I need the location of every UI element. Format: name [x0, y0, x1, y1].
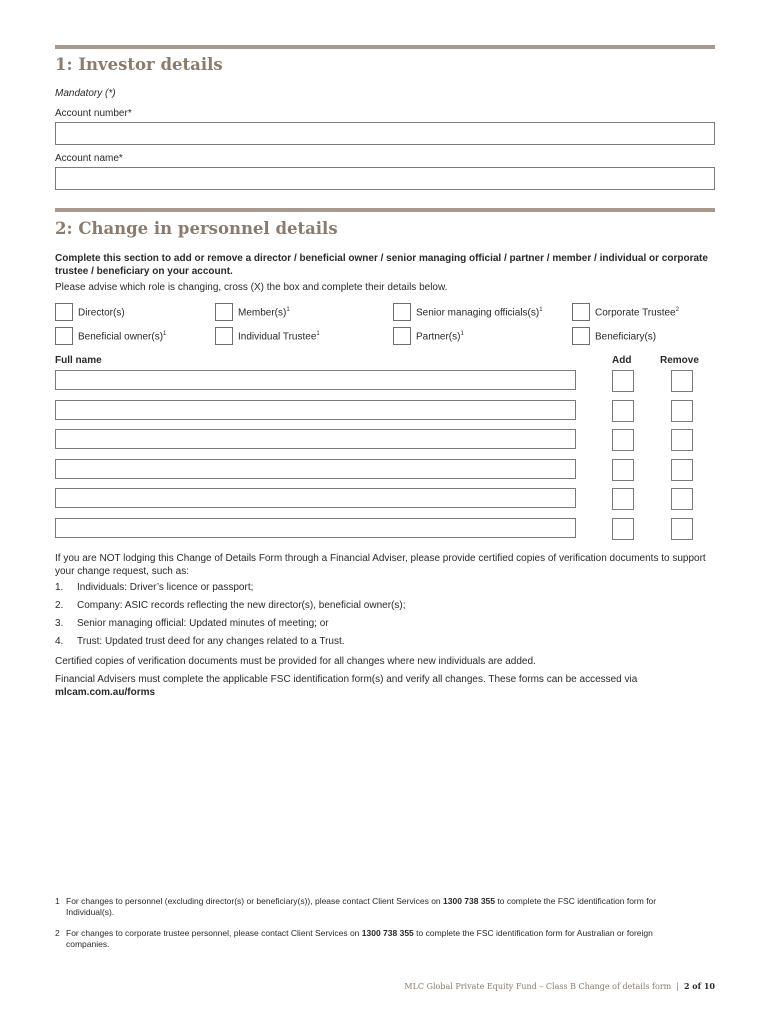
role-label-partners: $Partner(s)^1$	[416, 331, 464, 343]
role-instruction: Please advise which role is changing, cross (X) the box and complete their details below.	[55, 282, 448, 293]
list-item-number: 4.	[55, 636, 64, 647]
role-label-senior-managing: Senior managing $officials(s)^1$	[416, 307, 543, 319]
remove-checkbox-3[interactable]	[671, 429, 693, 451]
document-title: MLC Global Private Equity Fund – Class B Change of details form	[404, 982, 672, 991]
add-checkbox-6[interactable]	[612, 518, 634, 540]
full-name-header: Full name	[55, 355, 102, 366]
adviser-note	[55, 673, 720, 699]
footnote-1: 1 For changes to personnel (excluding director(s) or beneficiary(s)), please contact Client Services on 1300 738 355 to complete the FSC identification form for Individual(s).	[55, 896, 657, 917]
remove-checkbox-4[interactable]	[671, 459, 693, 481]
client-services-phone: 1300 738 355	[443, 896, 496, 906]
verification-intro: If you are NOT lodging this Change of Details Form through a Financial Adviser, please provide certified copies of verification documents to support your change request, such as:	[55, 553, 706, 577]
full-name-field-2[interactable]	[55, 400, 576, 420]
remove-checkbox-2[interactable]	[671, 400, 693, 422]
full-name-field-1[interactable]	[55, 370, 576, 390]
remove-checkbox-6[interactable]	[671, 518, 693, 540]
role-checkbox-partners[interactable]	[393, 327, 411, 345]
role-label-beneficiaries: Beneficiary(s)	[595, 331, 657, 343]
account-name-label: Account name*	[55, 153, 123, 164]
role-label-beneficial-owners: Beneficial $owner(s)^1$	[78, 331, 167, 343]
section-2-rule	[55, 208, 715, 212]
full-name-field-4[interactable]	[55, 459, 576, 479]
page-number: 2 of 10	[683, 981, 715, 991]
role-checkbox-beneficial-owners[interactable]	[55, 327, 73, 345]
add-checkbox-3[interactable]	[612, 429, 634, 451]
add-checkbox-5[interactable]	[612, 488, 634, 510]
certified-note: Certified copies of verification documents must be provided for all changes where new individuals are added.	[55, 656, 536, 667]
list-item-text: Senior managing official: Updated minutes of meeting; or	[77, 618, 329, 629]
section-1-title: 1: Investor details	[55, 55, 223, 74]
role-label-individual-trustee: Individual Trustee$^1$	[238, 331, 320, 343]
mandatory-note: Mandatory (*)	[55, 88, 116, 99]
role-checkbox-individual-trustee[interactable]	[215, 327, 233, 345]
section-2-title: 2: Change in personnel details	[55, 219, 338, 238]
account-number-field[interactable]	[55, 122, 715, 145]
remove-checkbox-5[interactable]	[671, 488, 693, 510]
adviser-note-text: Financial Advisers must complete the applicable FSC identification form(s) and verify all changes. These forms can be accessed via	[55, 674, 638, 685]
remove-header: Remove	[660, 355, 699, 366]
full-name-field-6[interactable]	[55, 518, 576, 538]
footnote-number: 2	[55, 928, 60, 938]
remove-checkbox-1[interactable]	[671, 370, 693, 392]
role-checkbox-senior-managing[interactable]	[393, 303, 411, 321]
footnote-2: 2 For changes to corporate trustee personnel, please contact Client Services on 1300 738 355 to complete the FSC identification form for Australian or foreign companies.	[55, 928, 653, 949]
footnote-number: 1	[55, 896, 60, 906]
section-2-intro: Complete this section to add or remove a director / beneficial owner / senior managing official / partner / member / individual or corporate trustee / beneficiary on your account.	[55, 253, 708, 277]
list-item-number: 3.	[55, 618, 64, 629]
forms-link[interactable]: mlcam.com.au/forms	[55, 687, 156, 698]
role-checkbox-directors[interactable]	[55, 303, 73, 321]
role-checkbox-corporate-trustee[interactable]	[572, 303, 590, 321]
role-checkbox-members[interactable]	[215, 303, 233, 321]
client-services-phone: 1300 738 355	[361, 928, 414, 938]
role-label-members: $Member(s)^1$	[238, 307, 290, 319]
list-item-text: Trust: Updated trust deed for any changes related to a Trust.	[77, 636, 345, 647]
add-checkbox-4[interactable]	[612, 459, 634, 481]
role-label-directors: Director(s)	[78, 307, 125, 319]
list-item-text: Company: ASIC records reflecting the new director(s), beneficial owner(s);	[77, 600, 406, 611]
full-name-field-3[interactable]	[55, 429, 576, 449]
full-name-field-5[interactable]	[55, 488, 576, 508]
add-checkbox-1[interactable]	[612, 370, 634, 392]
account-number-label: Account number*	[55, 108, 132, 119]
add-header: Add	[612, 355, 632, 366]
list-item-number: 1.	[55, 582, 64, 593]
add-checkbox-2[interactable]	[612, 400, 634, 422]
list-item-text: Individuals: Driver’s licence or passport;	[77, 582, 254, 593]
role-label-corporate-trustee: Corporate Trustee$^2$	[595, 307, 679, 319]
section-1-rule	[55, 45, 715, 49]
list-item-number: 2.	[55, 600, 64, 611]
role-checkbox-beneficiaries[interactable]	[572, 327, 590, 345]
page-footer: MLC Global Private Equity Fund – Class B Change of details form | 2 of 10	[404, 981, 715, 991]
account-name-field[interactable]	[55, 167, 715, 190]
